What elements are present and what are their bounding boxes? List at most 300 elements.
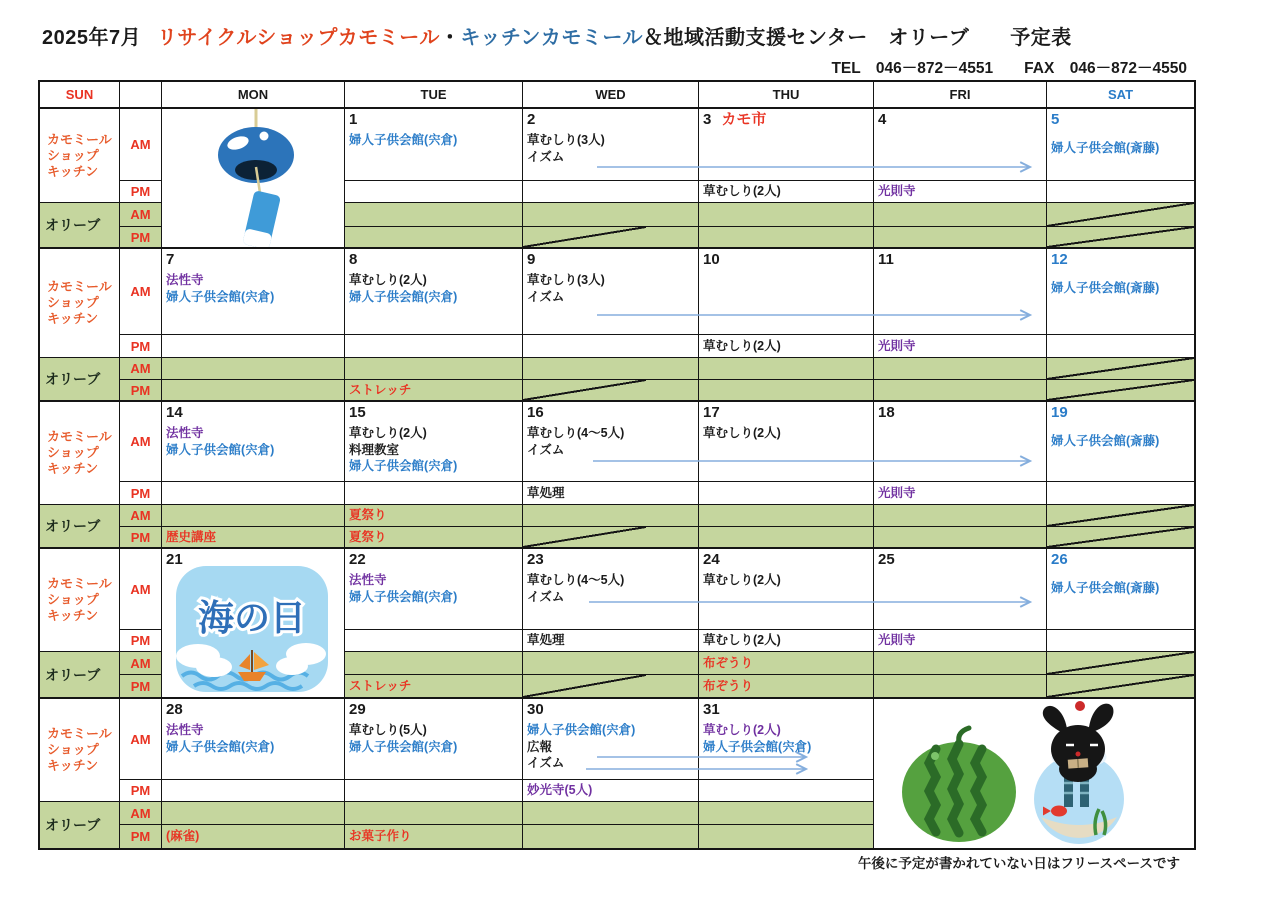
diagonal-strike bbox=[1047, 203, 1194, 226]
marine-day-text: 海の日 bbox=[197, 597, 307, 638]
title-suffix: ＆地域活動支援センター オリーブ 予定表 bbox=[643, 27, 1072, 49]
event-text: イズム bbox=[527, 289, 565, 304]
date-row bbox=[523, 402, 698, 421]
date-number: 3 bbox=[703, 111, 712, 128]
cell-mon-pm bbox=[162, 780, 345, 802]
event-list bbox=[1047, 280, 1194, 297]
group-label-chamomile bbox=[40, 402, 120, 505]
event-text: 草むしり(2人) bbox=[349, 426, 427, 440]
event-text: イズム bbox=[527, 589, 565, 604]
group-label-line: ショップ bbox=[47, 147, 99, 163]
date-row bbox=[874, 549, 1046, 568]
event-text: 歴史講座 bbox=[166, 529, 217, 544]
date-number: 15 bbox=[349, 404, 366, 421]
diagonal-strike bbox=[1047, 358, 1194, 379]
cell-fri-olive-pm bbox=[874, 675, 1047, 699]
event-list bbox=[345, 132, 522, 149]
event-text: 草処理 bbox=[527, 633, 565, 648]
event-text: イズム bbox=[527, 442, 565, 457]
cell-tue-olive-pm bbox=[345, 227, 523, 249]
date-number: 1 bbox=[349, 111, 358, 128]
event-list bbox=[523, 272, 698, 305]
cell-tue-pm bbox=[345, 482, 523, 505]
cell-thu-pm bbox=[699, 335, 874, 358]
date-row bbox=[523, 109, 698, 128]
cell-mon-olive-pm bbox=[162, 527, 345, 549]
cell-sat-am bbox=[1047, 402, 1194, 482]
date-row bbox=[523, 549, 698, 568]
date-number: 11 bbox=[878, 251, 894, 268]
cell-tue-am bbox=[345, 549, 523, 630]
cell-fri-pm bbox=[874, 630, 1047, 652]
cell-tue-am bbox=[345, 699, 523, 780]
event-text: 光則寺 bbox=[878, 184, 916, 199]
event-text: 婦人子供会館(斎藤) bbox=[1051, 581, 1160, 595]
cell-tue-pm bbox=[345, 630, 523, 652]
event-list bbox=[699, 722, 873, 755]
cell-mon-olive-am bbox=[162, 802, 345, 825]
date-row bbox=[1047, 249, 1194, 268]
event-text: 婦人子供会館(斎藤) bbox=[1051, 141, 1160, 155]
event-list bbox=[345, 722, 522, 755]
event-text: 草むしり(2人) bbox=[349, 273, 427, 287]
title-kitchen-name: キッチンカモミール bbox=[460, 27, 644, 49]
cell-tue-pm bbox=[345, 181, 523, 203]
group-label-chamomile bbox=[40, 249, 120, 358]
cell-tue-pm bbox=[345, 335, 523, 358]
row-label-am: AM bbox=[120, 402, 162, 482]
date-row bbox=[699, 249, 873, 268]
cell-sat-am bbox=[1047, 109, 1194, 181]
group-label-line: カモミール bbox=[47, 131, 112, 147]
row-label-pm: PM bbox=[120, 675, 162, 699]
event-text: 婦人子供会館(宍倉) bbox=[349, 133, 458, 147]
cell-sat-pm bbox=[1047, 335, 1194, 358]
cell-tue-olive-am bbox=[345, 203, 523, 227]
row-label-am: AM bbox=[120, 652, 162, 675]
day-header-wed: WED bbox=[523, 82, 699, 109]
date-row bbox=[1047, 549, 1194, 568]
date-number: 29 bbox=[349, 701, 366, 718]
cell-fri-olive-am bbox=[874, 505, 1047, 527]
date-number: 14 bbox=[166, 404, 183, 421]
date-number: 26 bbox=[1051, 551, 1068, 568]
date-row bbox=[345, 699, 522, 718]
day-header-fri: FRI bbox=[874, 82, 1047, 109]
date-row bbox=[874, 402, 1046, 421]
date-row bbox=[162, 249, 344, 268]
event-text: ストレッチ bbox=[349, 678, 412, 693]
event-list bbox=[162, 272, 344, 305]
row-label-pm: PM bbox=[120, 630, 162, 652]
event-text: 婦人子供会館(宍倉) bbox=[349, 289, 458, 304]
cell-thu-pm bbox=[699, 181, 874, 203]
title-separator: ・ bbox=[439, 27, 461, 49]
event-text: 婦人子供会館(宍倉) bbox=[527, 723, 636, 737]
row-label-pm: PM bbox=[120, 825, 162, 848]
cell-fri-am bbox=[874, 549, 1047, 630]
event-text: ストレッチ bbox=[349, 382, 412, 397]
page-title bbox=[42, 21, 1072, 50]
cell-sat-olive-am bbox=[1047, 203, 1194, 227]
row-label-am: AM bbox=[120, 358, 162, 380]
cell-thu-olive-pm bbox=[699, 380, 874, 402]
cell-tue-olive-am bbox=[345, 802, 523, 825]
cell-fri-am bbox=[874, 402, 1047, 482]
cell-fri-olive-pm bbox=[874, 380, 1047, 402]
cell-fri-pm bbox=[874, 482, 1047, 505]
cell-wed-am bbox=[523, 109, 699, 181]
group-label-line: ショップ bbox=[47, 742, 99, 757]
calendar-table bbox=[38, 80, 1196, 850]
event-list bbox=[162, 425, 344, 458]
cell-sat-olive-pm bbox=[1047, 380, 1194, 402]
cell-thu-olive-am bbox=[699, 802, 874, 825]
cell-thu-am bbox=[699, 249, 874, 335]
group-label-olive: オリーブ bbox=[40, 802, 120, 848]
cell-thu-am bbox=[699, 549, 874, 630]
event-list bbox=[523, 572, 698, 605]
date-row bbox=[162, 402, 344, 421]
cell-wed-olive-pm bbox=[523, 675, 699, 699]
cell-thu-pm bbox=[699, 482, 874, 505]
illustration-cell-wind-chime bbox=[162, 109, 345, 249]
diagonal-strike bbox=[1047, 227, 1194, 247]
event-text: お菓子作り bbox=[349, 829, 412, 844]
cell-mon-am bbox=[162, 249, 345, 335]
date-number: 16 bbox=[527, 404, 544, 421]
cell-sat-olive-am bbox=[1047, 505, 1194, 527]
cell-mon-olive-am bbox=[162, 358, 345, 380]
diagonal-strike bbox=[1047, 675, 1194, 697]
cell-thu-am bbox=[699, 699, 874, 780]
row-label-pm: PM bbox=[120, 482, 162, 505]
date-note: カモ市 bbox=[721, 111, 767, 128]
date-number: 5 bbox=[1051, 111, 1060, 128]
date-row bbox=[345, 402, 522, 421]
group-label-line: カモミール bbox=[47, 429, 112, 444]
diagonal-strike bbox=[1047, 527, 1194, 547]
event-text: 草むしり(2人) bbox=[703, 723, 781, 737]
cell-wed-pm bbox=[523, 181, 699, 203]
cell-fri-pm bbox=[874, 335, 1047, 358]
date-number: 23 bbox=[527, 551, 544, 568]
group-label-line: キッチン bbox=[47, 758, 99, 773]
event-list bbox=[1047, 433, 1194, 450]
cell-mon-olive-pm bbox=[162, 825, 345, 848]
event-text: イズム bbox=[527, 756, 565, 770]
event-text: 婦人子供会館(宍倉) bbox=[703, 739, 812, 754]
watermelon-and-rabbit-illustration bbox=[874, 699, 1192, 845]
row-label-am: AM bbox=[120, 109, 162, 181]
cell-thu-pm bbox=[699, 630, 874, 652]
cell-wed-pm bbox=[523, 630, 699, 652]
event-text: 婦人子供会館(斎藤) bbox=[1051, 434, 1160, 448]
event-text: 草むしり(4～5人) bbox=[527, 573, 625, 587]
date-row bbox=[345, 249, 522, 268]
cell-tue-olive-pm bbox=[345, 527, 523, 549]
cell-wed-olive-pm bbox=[523, 227, 699, 249]
cell-wed-olive-pm bbox=[523, 825, 699, 848]
date-number: 24 bbox=[703, 551, 720, 568]
cell-mon-am bbox=[162, 402, 345, 482]
event-text: 草むしり(3人) bbox=[527, 273, 605, 287]
cell-sat-pm bbox=[1047, 181, 1194, 203]
title-shop-name: リサイクルショップカモミール bbox=[157, 27, 440, 49]
cell-sat-pm bbox=[1047, 630, 1194, 652]
cell-wed-olive-pm bbox=[523, 527, 699, 549]
date-number: 12 bbox=[1051, 251, 1068, 268]
group-label-line: カモミール bbox=[47, 726, 112, 741]
date-number: 28 bbox=[166, 701, 183, 718]
cell-tue-am bbox=[345, 109, 523, 181]
date-row bbox=[523, 249, 698, 268]
row-label-pm: PM bbox=[120, 780, 162, 802]
row-label-am: AM bbox=[120, 203, 162, 227]
date-row bbox=[699, 549, 873, 568]
event-text: 婦人子供会館(宍倉) bbox=[349, 739, 458, 754]
event-text: 光則寺 bbox=[878, 633, 916, 648]
cell-sat-olive-am bbox=[1047, 652, 1194, 675]
date-number: 30 bbox=[527, 701, 544, 718]
cell-tue-olive-pm bbox=[345, 380, 523, 402]
date-number: 7 bbox=[166, 251, 175, 268]
date-number: 17 bbox=[703, 404, 720, 421]
event-text: 法性寺 bbox=[166, 273, 204, 287]
event-text: (麻雀) bbox=[166, 829, 200, 844]
event-text: 布ぞうり bbox=[703, 678, 754, 693]
event-text: 法性寺 bbox=[349, 573, 387, 587]
group-label-olive: オリーブ bbox=[40, 505, 120, 549]
date-number: 4 bbox=[878, 111, 887, 128]
cell-tue-pm bbox=[345, 780, 523, 802]
diagonal-strike bbox=[1047, 505, 1194, 526]
day-header-thu: THU bbox=[699, 82, 874, 109]
cell-sat-olive-pm bbox=[1047, 227, 1194, 249]
date-row bbox=[699, 402, 873, 421]
row-label-pm: PM bbox=[120, 181, 162, 203]
group-label-line: カモミール bbox=[47, 279, 112, 294]
cell-mon-am bbox=[162, 699, 345, 780]
event-list bbox=[699, 572, 873, 589]
contact-info: TEL 046－872－4551 FAX 046－872－4550 bbox=[831, 60, 1187, 77]
group-label-line: ショップ bbox=[47, 592, 99, 607]
day-header-tue: TUE bbox=[345, 82, 523, 109]
date-row bbox=[345, 549, 522, 568]
date-number: 19 bbox=[1051, 404, 1068, 421]
event-text: 夏祭り bbox=[349, 529, 387, 544]
date-number: 21 bbox=[166, 551, 183, 568]
group-label-olive: オリーブ bbox=[40, 203, 120, 249]
event-text: 婦人子供会館(宍倉) bbox=[349, 459, 458, 473]
date-number: 31 bbox=[703, 701, 720, 718]
cell-fri-olive-pm bbox=[874, 527, 1047, 549]
cell-sat-olive-am bbox=[1047, 358, 1194, 380]
cell-fri-am bbox=[874, 249, 1047, 335]
event-text: 法性寺 bbox=[166, 723, 204, 737]
event-list bbox=[345, 425, 522, 475]
event-text: 婦人子供会館(宍倉) bbox=[349, 589, 458, 604]
date-row bbox=[523, 699, 698, 718]
event-list bbox=[523, 722, 698, 772]
group-label-olive: オリーブ bbox=[40, 358, 120, 402]
row-label-am: AM bbox=[120, 249, 162, 335]
event-text: 草むしり(2人) bbox=[703, 338, 781, 353]
cell-thu-pm bbox=[699, 780, 874, 802]
cell-thu-olive-pm bbox=[699, 675, 874, 699]
event-list bbox=[345, 272, 522, 305]
cell-thu-olive-am bbox=[699, 203, 874, 227]
group-label-line: キッチン bbox=[47, 608, 99, 623]
cell-fri-olive-pm bbox=[874, 227, 1047, 249]
group-label-chamomile bbox=[40, 699, 120, 802]
event-list bbox=[523, 132, 698, 165]
cell-tue-olive-am bbox=[345, 358, 523, 380]
cell-wed-olive-am bbox=[523, 652, 699, 675]
cell-sat-am bbox=[1047, 249, 1194, 335]
cell-thu-olive-am bbox=[699, 652, 874, 675]
event-text: 草むしり(3人) bbox=[527, 133, 605, 147]
cell-fri-olive-am bbox=[874, 652, 1047, 675]
cell-mon-pm bbox=[162, 335, 345, 358]
diagonal-strike bbox=[523, 675, 646, 697]
cell-wed-am bbox=[523, 249, 699, 335]
event-text: 婦人子供会館(斎藤) bbox=[1051, 281, 1160, 295]
event-text: 草むしり(5人) bbox=[349, 723, 427, 737]
day-header-sat: SAT bbox=[1047, 82, 1194, 109]
event-text: 婦人子供会館(宍倉) bbox=[166, 442, 275, 457]
date-number: 2 bbox=[527, 111, 536, 128]
date-row bbox=[699, 699, 873, 718]
cell-tue-am bbox=[345, 402, 523, 482]
group-label-line: ショップ bbox=[47, 445, 99, 460]
diagonal-strike bbox=[1047, 652, 1194, 674]
cell-fri-olive-am bbox=[874, 203, 1047, 227]
day-header-ampm bbox=[120, 82, 162, 109]
event-text: 草むしり(2人) bbox=[703, 426, 781, 440]
cell-thu-olive-pm bbox=[699, 825, 874, 848]
date-number: 25 bbox=[878, 551, 895, 568]
cell-wed-pm bbox=[523, 335, 699, 358]
row-label-pm: PM bbox=[120, 227, 162, 249]
group-label-line: キッチン bbox=[47, 461, 99, 476]
event-text: 広報 bbox=[527, 739, 553, 754]
date-number: 9 bbox=[527, 251, 536, 268]
event-text: 草むしり(2人) bbox=[703, 573, 781, 587]
cell-tue-am bbox=[345, 249, 523, 335]
day-header-mon: MON bbox=[162, 82, 345, 109]
cell-thu-am bbox=[699, 402, 874, 482]
cell-mon-olive-am bbox=[162, 505, 345, 527]
row-label-am: AM bbox=[120, 699, 162, 780]
date-row bbox=[345, 109, 522, 128]
group-label-line: カモミール bbox=[47, 576, 112, 591]
title-month: 2025年7月 bbox=[42, 27, 142, 49]
date-number: 8 bbox=[349, 251, 358, 268]
cell-tue-olive-am bbox=[345, 505, 523, 527]
cell-wed-am bbox=[523, 549, 699, 630]
row-label-pm: PM bbox=[120, 380, 162, 402]
watermelon-illustration bbox=[902, 728, 1016, 842]
event-list bbox=[1047, 580, 1194, 597]
diagonal-strike bbox=[523, 227, 646, 247]
event-text: 婦人子供会館(宍倉) bbox=[166, 739, 275, 754]
illustration-cell-weekend bbox=[874, 699, 1194, 848]
diagonal-strike bbox=[1047, 380, 1194, 400]
event-text: 法性寺 bbox=[166, 426, 204, 440]
event-text: 布ぞうり bbox=[703, 655, 754, 670]
group-label-line: キッチン bbox=[47, 163, 99, 179]
event-list bbox=[699, 425, 873, 442]
footnote: 午後に予定が書かれていない日はフリースペースです bbox=[857, 856, 1180, 871]
cell-fri-am bbox=[874, 109, 1047, 181]
row-label-pm: PM bbox=[120, 527, 162, 549]
diagonal-strike bbox=[523, 380, 646, 400]
event-text: 妙光寺(5人) bbox=[527, 783, 593, 798]
cell-thu-olive-am bbox=[699, 358, 874, 380]
cell-mon-pm bbox=[162, 482, 345, 505]
diagonal-strike bbox=[523, 527, 646, 547]
group-label-olive: オリーブ bbox=[40, 652, 120, 699]
event-text: 草むしり(2人) bbox=[703, 633, 781, 648]
cell-sat-olive-pm bbox=[1047, 675, 1194, 699]
date-row bbox=[874, 109, 1046, 128]
date-number: 22 bbox=[349, 551, 366, 568]
cell-wed-olive-pm bbox=[523, 380, 699, 402]
illustration-cell-marine-day-badge bbox=[162, 549, 345, 699]
row-label-am: AM bbox=[120, 505, 162, 527]
cell-sat-pm bbox=[1047, 482, 1194, 505]
cell-thu-olive-am bbox=[699, 505, 874, 527]
date-row bbox=[699, 109, 873, 128]
event-text: 婦人子供会館(宍倉) bbox=[166, 289, 275, 304]
event-text: 料理教室 bbox=[349, 442, 400, 457]
cell-wed-olive-am bbox=[523, 505, 699, 527]
day-header-sun: SUN bbox=[40, 82, 120, 109]
event-text: イズム bbox=[527, 149, 565, 164]
marine-day-illustration bbox=[174, 564, 330, 694]
cell-wed-olive-am bbox=[523, 358, 699, 380]
cell-wed-olive-am bbox=[523, 802, 699, 825]
event-list bbox=[162, 722, 344, 755]
date-row bbox=[1047, 109, 1194, 128]
cell-thu-olive-pm bbox=[699, 527, 874, 549]
date-number: 18 bbox=[878, 404, 895, 421]
date-row bbox=[1047, 402, 1194, 421]
cell-sat-olive-pm bbox=[1047, 527, 1194, 549]
event-text: 光則寺 bbox=[878, 338, 916, 353]
cell-tue-olive-am bbox=[345, 652, 523, 675]
cell-thu-am bbox=[699, 109, 874, 181]
event-text: 夏祭り bbox=[349, 508, 387, 523]
group-label-chamomile bbox=[40, 549, 120, 652]
date-row bbox=[162, 699, 344, 718]
row-label-am: AM bbox=[120, 549, 162, 630]
cell-mon-olive-pm bbox=[162, 380, 345, 402]
event-text: 光則寺 bbox=[878, 485, 916, 500]
cell-wed-pm bbox=[523, 780, 699, 802]
date-row bbox=[874, 249, 1046, 268]
row-label-am: AM bbox=[120, 802, 162, 825]
event-list bbox=[1047, 140, 1194, 157]
cell-thu-olive-pm bbox=[699, 227, 874, 249]
row-label-pm: PM bbox=[120, 335, 162, 358]
group-label-chamomile bbox=[40, 109, 120, 203]
cell-tue-olive-pm bbox=[345, 675, 523, 699]
cell-wed-am bbox=[523, 699, 699, 780]
event-list bbox=[345, 572, 522, 605]
event-text: 草処理 bbox=[527, 485, 565, 500]
